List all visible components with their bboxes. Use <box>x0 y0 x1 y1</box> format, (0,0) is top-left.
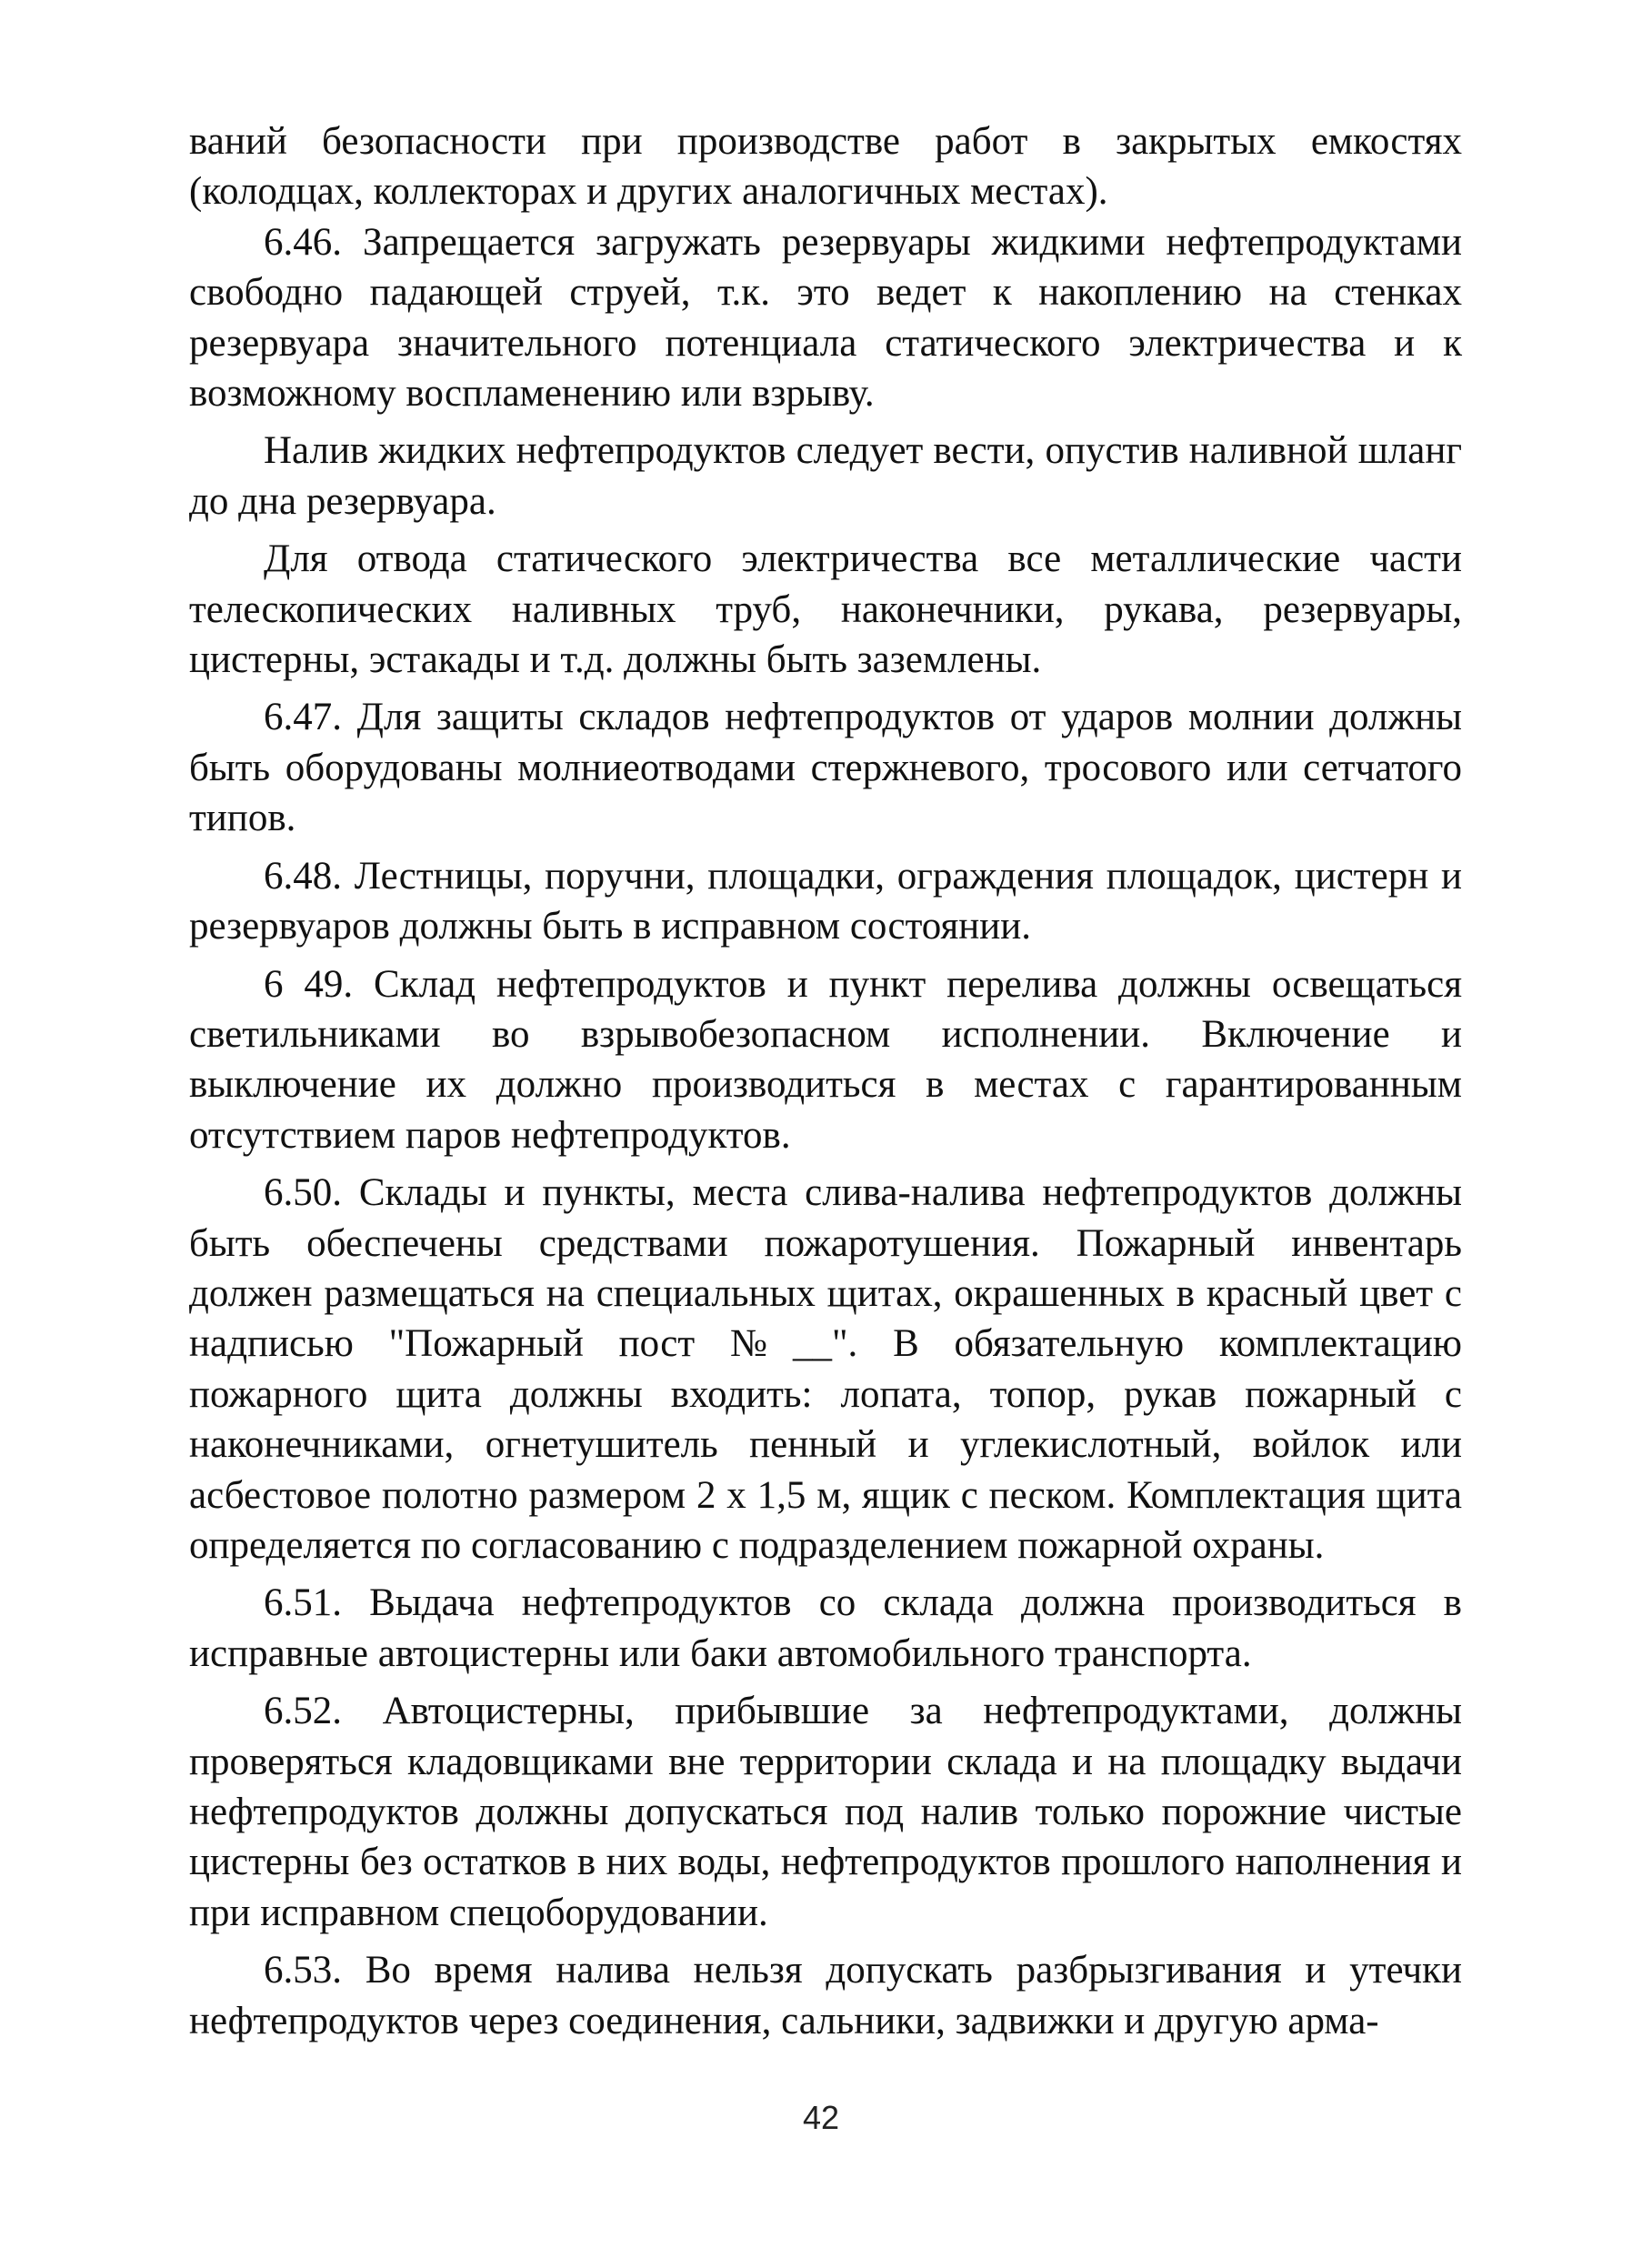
paragraph-6-51: 6.51. Выдача нефтепродуктов со склада должна производиться в исправные автоцистерны или баки автомобильного транспорта. <box>189 1581 1462 1675</box>
paragraph-6-48: 6.48. Лестницы, поручни, площадки, ограждения площадок, цистерн и резервуаров должны быть в исправном состоянии. <box>189 854 1462 948</box>
paragraph-6-53: 6.53. Во время налива нельзя допускать разбрызгивания и утечки нефтепродуктов через соединения, сальники, задвижки и другую арма- <box>189 1949 1462 2042</box>
paragraph-filling-hose: Налив жидких нефтепродуктов следует вести, опустив наливной шланг до дна резервуара. <box>189 429 1462 523</box>
body-text <box>189 116 1462 2046</box>
paragraph-6-49: 6 49. Склад нефтепродуктов и пункт перелива должны освещаться светильниками во взрывобезопасном исполнении. Включение и выключение их должно производиться в местах с гарантированным отсутствием паров нефтепродуктов. <box>189 962 1462 1157</box>
paragraph-continuation: ваний безопасности при производстве работ в закрытых емкостях (колодцах, коллекторах и других аналогичных местах). <box>189 120 1462 214</box>
paragraph-6-52: 6.52. Автоцистерны, прибывшие за нефтепродуктами, должны проверяться кладовщиками вне территории склада и на площадку выдачи нефтепродуктов должны допускаться под налив только порожние чистые цистерны без остатков в них воды, нефтепродуктов прошлого наполнения и при исправном спецоборудовании. <box>189 1690 1462 1934</box>
page-number: 42 <box>802 2099 840 2136</box>
paragraph-grounding: Для отвода статического электричества все металлические части телескопических наливных труб, наконечники, рукава, резервуары, цистерны, эстакады и т.д. должны быть заземлены. <box>189 537 1462 682</box>
paragraph-6-46: 6.46. Запрещается загружать резервуары жидкими нефтепродуктами свободно падающей струей, т.к. это ведет к накоплению на стенках резервуара значительного потенциала статического электричества и к возможному воспламенению или взрыву. <box>189 220 1462 416</box>
paragraph-6-50: 6.50. Склады и пункты, места слива-налива нефтепродуктов должны быть обеспечены средствами пожаротушения. Пожарный инвентарь должен размещаться на специальных щитах, окрашенных в красный цвет с надписью "Пожарный пост №__". В обязательную комплектацию пожарного щита должны входить: лопата, топор, рукав пожарный с наконечниками, огнетушитель пенный и углекислотный, войлок или асбестовое полотно размером 2 х 1,5 м, ящик с песком. Комплектация щита определяется по согласованию с подразделением пожарной охраны. <box>189 1171 1462 1567</box>
paragraph-6-47: 6.47. Для защиты складов нефтепродуктов от ударов молнии должны быть оборудованы молниеотводами стержневого, тросового или сетчатого типов. <box>189 696 1462 840</box>
